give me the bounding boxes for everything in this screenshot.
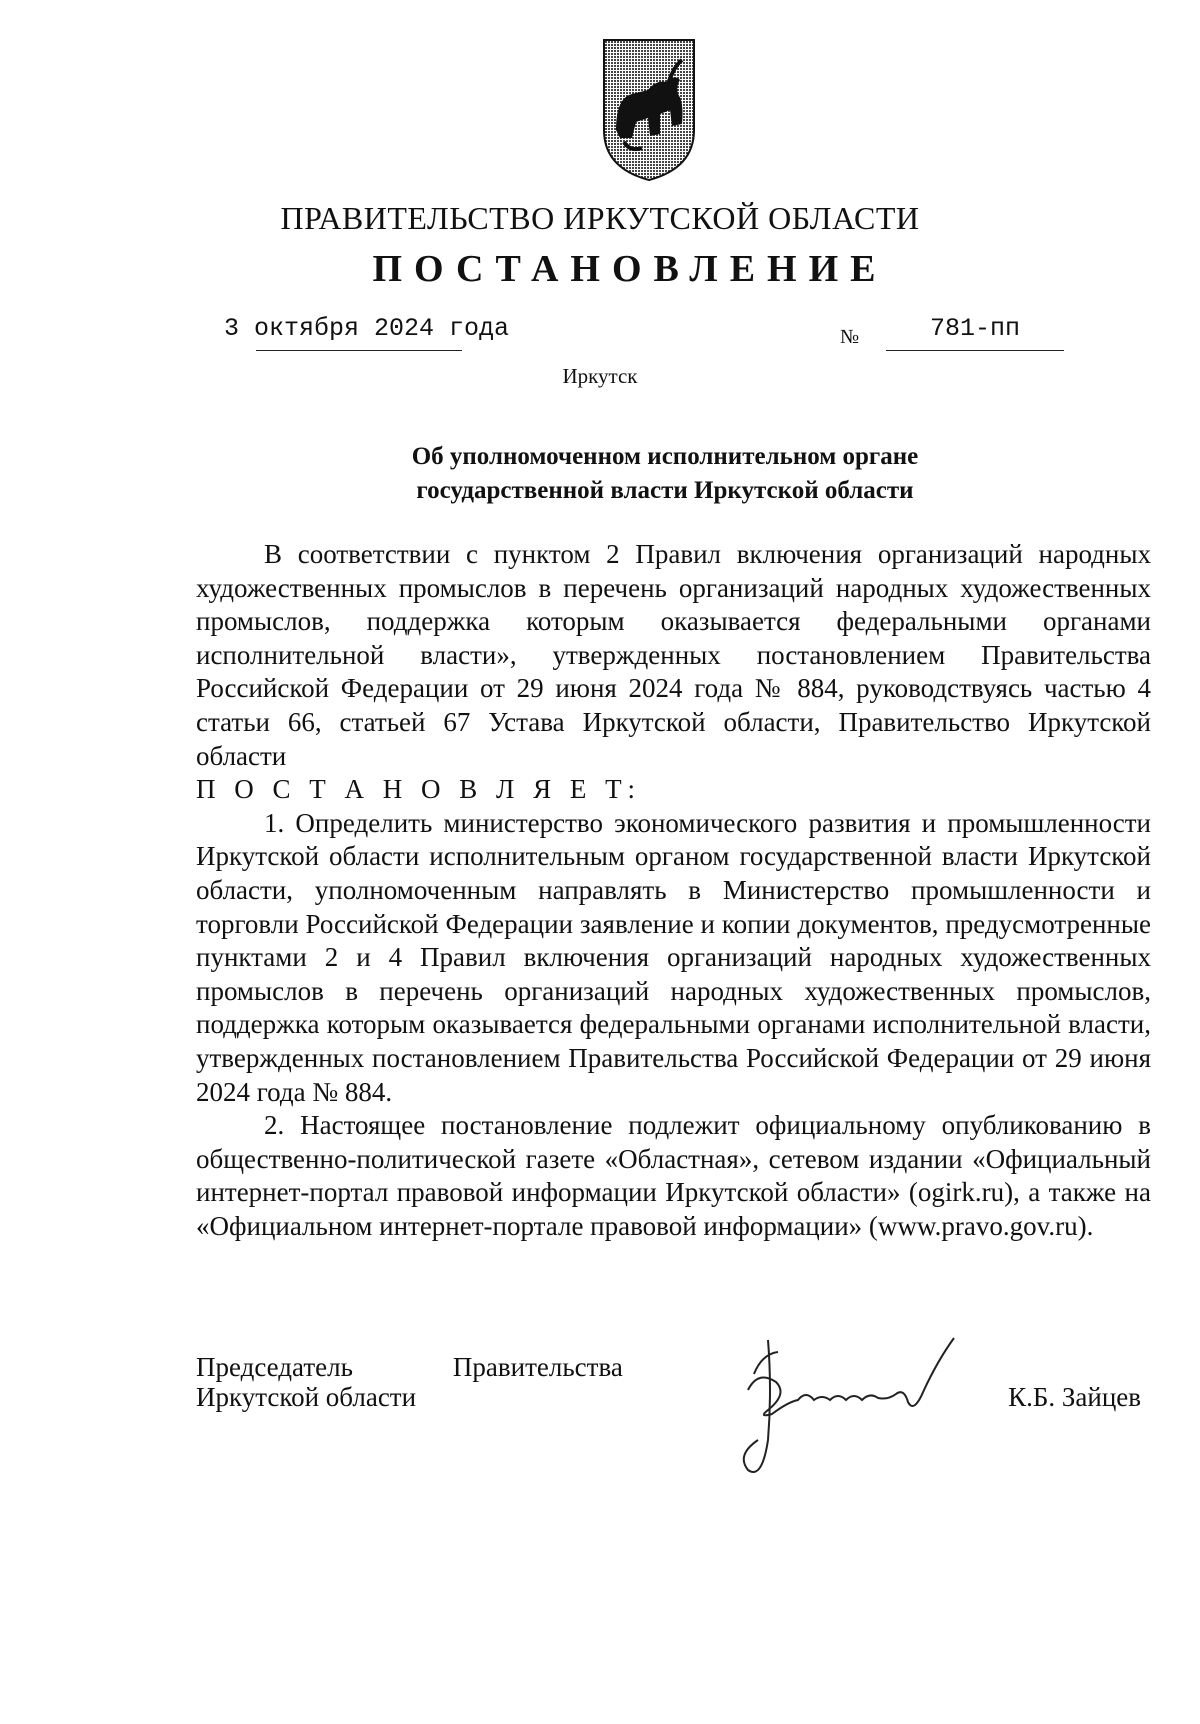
signatory-position-line-1: Председатель Правительства — [196, 1352, 623, 1382]
document-heading — [200, 440, 1130, 508]
number-sign: № — [840, 326, 860, 348]
government-title: ПРАВИТЕЛЬСТВО ИРКУТСКОЙ ОБЛАСТИ — [280, 200, 920, 236]
decree-word: П О С Т А Н О В Л Я Е Т: — [196, 774, 642, 805]
document-date: 3 октября 2024 года — [224, 314, 510, 343]
coat-of-arms-icon — [602, 38, 696, 182]
document-type: ПОСТАНОВЛЕНИЕ — [372, 248, 888, 290]
signatory-position-line-2: Иркутской области — [196, 1382, 417, 1412]
heading-line-1: Об уполномоченном исполнительном органе — [411, 443, 919, 470]
heading-line-2: государственной власти Иркутской области — [416, 477, 914, 504]
number-underline — [886, 350, 1064, 351]
item-2-paragraph: 2. Настоящее постановление подлежит официальному опубликованию в общественно-политической газете «Областная», сетевом издании «Официальный интернет-портал правовой информации Иркутской области» (ogirk.ru), а также на «Официальном интернет-портале правовой информации» (www.pravo.gov.ru). — [196, 1110, 1151, 1241]
signature-block — [196, 1352, 1151, 1492]
handwritten-signature-icon — [728, 1330, 978, 1490]
signatory-name: К.Б. Зайцев — [1008, 1382, 1141, 1412]
preamble-paragraph: В соответствии с пунктом 2 Правил включения организаций народных художественных промыслов в перечень организаций народных художественных промыслов, поддержка которым оказывается федеральными органами исполнительной власти», утвержденных постановлением Правительства Российской Федерации от 29 июня 2024 года № 884, руководствуясь частью 4 статьи 66, статьей 67 Устава Иркутской области, Правительство Иркутской области — [196, 539, 1151, 771]
document-city: Иркутск — [562, 364, 638, 388]
date-underline — [256, 350, 462, 351]
document-number: 781-пп — [930, 314, 1021, 343]
document-body — [196, 538, 1151, 1243]
signatory-position — [196, 1352, 623, 1412]
item-1-paragraph: 1. Определить министерство экономического развития и промышленности Иркутской области исполнительным органом государственной власти Иркутской области, уполномоченным направлять в Министерство промышленности и торговли Российской Федерации заявление и копии документов, предусмотренные пунктами 2 и 4 Правил включения организаций народных художественных промыслов в перечень организаций народных художественных промыслов, поддержка которым оказывается федеральными органами исполнительной власти, утвержденных постановлением Правительства Российской Федерации от 29 июня 2024 года № 884. — [196, 807, 1151, 1107]
